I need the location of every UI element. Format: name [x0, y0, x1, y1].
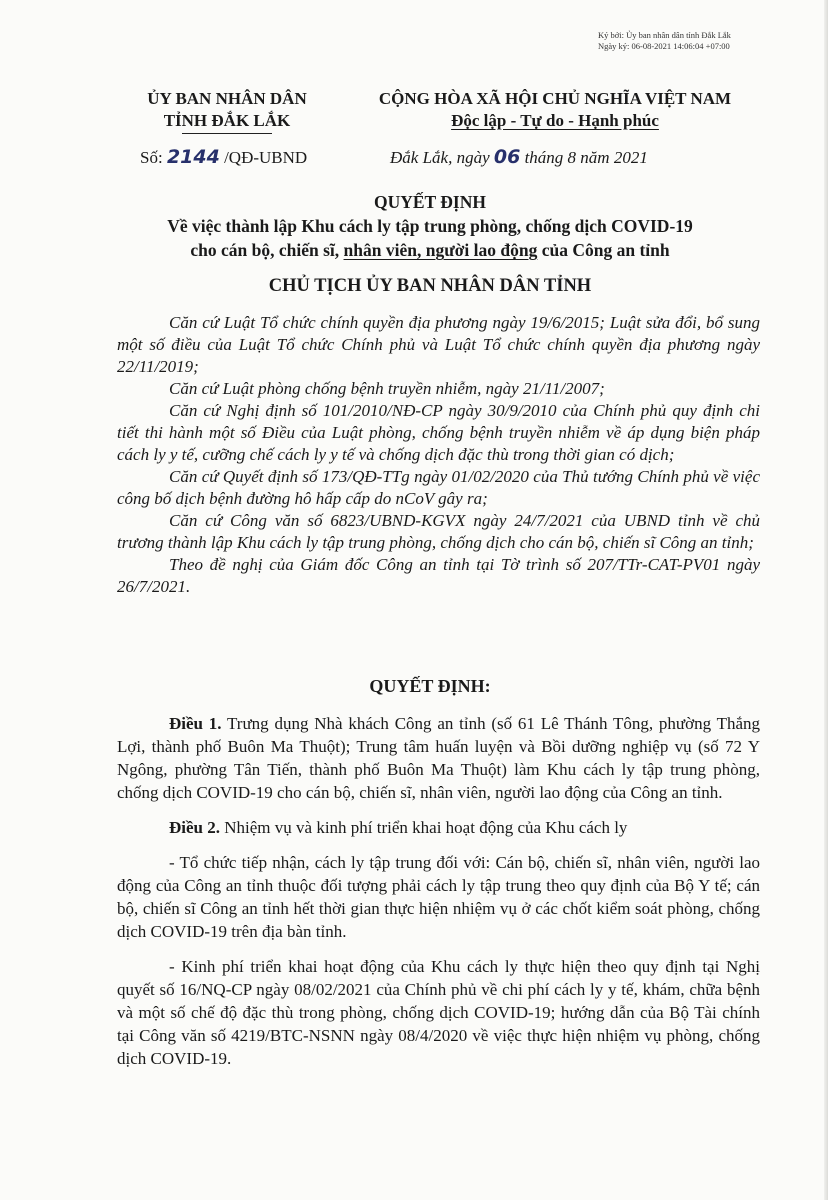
basis-item: Căn cứ Luật Tổ chức chính quyền địa phương ngày 19/6/2015; Luật sửa đổi, bổ sung một số điều của Luật Tổ chức Chính phủ và Luật Tổ chức chính quyền địa phương ngày 22/11/2019; [117, 313, 760, 376]
date-suffix: tháng 8 năm 2021 [524, 148, 648, 167]
handwritten-day: 06 [493, 146, 521, 168]
agency-line-1: ỦY BAN NHÂN DÂN [147, 89, 307, 108]
article-1-text: Trưng dụng Nhà khách Công an tỉnh (số 61 Lê Thánh Tông, phường Thắng Lợi, thành phố Buôn Ma Thuột); Trung tâm huấn luyện và Bồi dưỡng nghiệp vụ (số 72 Y Ngông, phường Tân Tiến, thành phố Buôn Ma Thuột) làm Khu cách ly tập trung phòng, chống dịch COVID-19 cho cán bộ, chiến sĩ, nhân viên, người lao động của Công an tỉnh. [117, 714, 761, 802]
basis-item: Căn cứ Luật phòng chống bệnh truyền nhiễm, ngày 21/11/2007; [169, 379, 605, 398]
scan-edge [824, 0, 828, 1200]
number-prefix: Số: [140, 148, 163, 167]
date-prefix: Đắk Lắk, ngày [390, 148, 490, 167]
article-2-text: Nhiệm vụ và kinh phí triển khai hoạt động của Khu cách ly [224, 818, 628, 837]
document-title [100, 190, 760, 262]
basis-item: Căn cứ Quyết định số 173/QĐ-TTg ngày 01/02/2020 của Thủ tướng Chính phủ về việc công bố dịch bệnh đường hô hấp cấp do nCoV gây ra; [117, 467, 760, 508]
national-heading [350, 88, 760, 132]
article-2-label: Điều 2. [169, 818, 220, 837]
issue-date [390, 146, 648, 169]
article-2 [117, 816, 760, 839]
national-motto: Độc lập - Tự do - Hạnh phúc [451, 111, 659, 130]
basis-item: Theo đề nghị của Giám đốc Công an tỉnh tại Tờ trình số 207/TTr-CAT-PV01 ngày 26/7/2021. [117, 555, 760, 596]
chairman-heading: CHỦ TỊCH ỦY BAN NHÂN DÂN TỈNH [268, 276, 592, 296]
title-line-2-b: của Công an tỉnh [541, 240, 670, 260]
decision-heading: QUYẾT ĐỊNH: [369, 676, 491, 696]
digital-signature-note [598, 30, 823, 52]
basis-item: Căn cứ Nghị định số 101/2010/NĐ-CP ngày 30/9/2010 của Chính phủ quy định chi tiết thi hành một số Điều của Luật phòng, chống bệnh truyền nhiễm về áp dụng biện pháp cách ly y tế, cưỡng chế cách ly y tế và chống dịch đặc thù trong thời gian có dịch; [117, 401, 760, 464]
article-1-label: Điều 1. [169, 714, 222, 733]
number-suffix: /QĐ-UBND [224, 148, 308, 167]
agency-line-2: TỈNH ĐẮK LẮK [163, 111, 291, 130]
title-heading: QUYẾT ĐỊNH [374, 192, 486, 212]
handwritten-number: 2144 [166, 146, 220, 168]
decision-body [117, 712, 760, 1082]
legal-basis [117, 312, 760, 598]
document-number [140, 146, 307, 169]
article-2-item-1: - Tổ chức tiếp nhận, cách ly tập trung đối với: Cán bộ, chiến sĩ, nhân viên, người lao động của Công an tỉnh thuộc đối tượng phải cách ly tập trung theo quy định của Bộ Y tế; cán bộ, chiến sĩ Công an tỉnh hết thời gian thực hiện nhiệm vụ ở các chốt kiểm soát phòng, chống dịch COVID-19 trên địa bàn tỉnh. [117, 853, 760, 941]
title-line-2 [100, 238, 760, 262]
agency-divider [182, 133, 272, 134]
issuing-agency [122, 88, 332, 134]
signature-signer: Ký bởi: Ủy ban nhân dân tỉnh Đắk Lắk [598, 30, 731, 40]
nation-name: CỘNG HÒA XÃ HỘI CHỦ NGHĨA VIỆT NAM [378, 89, 732, 108]
title-line-2-a: cho cán bộ, chiến sĩ, [190, 240, 340, 260]
article-1 [117, 712, 760, 804]
title-line-1: Về việc thành lập Khu cách ly tập trung phòng, chống dịch COVID-19 [167, 216, 693, 236]
signature-date: Ngày ký: 06-08-2021 14:06:04 +07:00 [598, 41, 730, 51]
title-line-2-underlined: nhân viên, người lao động [343, 240, 538, 260]
basis-item: Căn cứ Công văn số 6823/UBND-KGVX ngày 24/7/2021 của UBND tỉnh về chủ trương thành lập Khu cách ly tập trung phòng, chống dịch cho cán bộ, chiến sĩ Công an tỉnh; [117, 511, 760, 552]
article-2-item-2: - Kinh phí triển khai hoạt động của Khu cách ly thực hiện theo quy định tại Nghị quyết số 16/NQ-CP ngày 08/02/2021 của Chính phủ về chi phí cách ly y tế, khám, chữa bệnh và một số chế độ đặc thù trong phòng, chống dịch COVID-19; hướng dẫn của Bộ Tài chính tại Công văn số 4219/BTC-NSNN ngày 08/4/2020 về việc thực hiện nhiệm vụ phòng, chống dịch COVID-19. [117, 957, 760, 1068]
